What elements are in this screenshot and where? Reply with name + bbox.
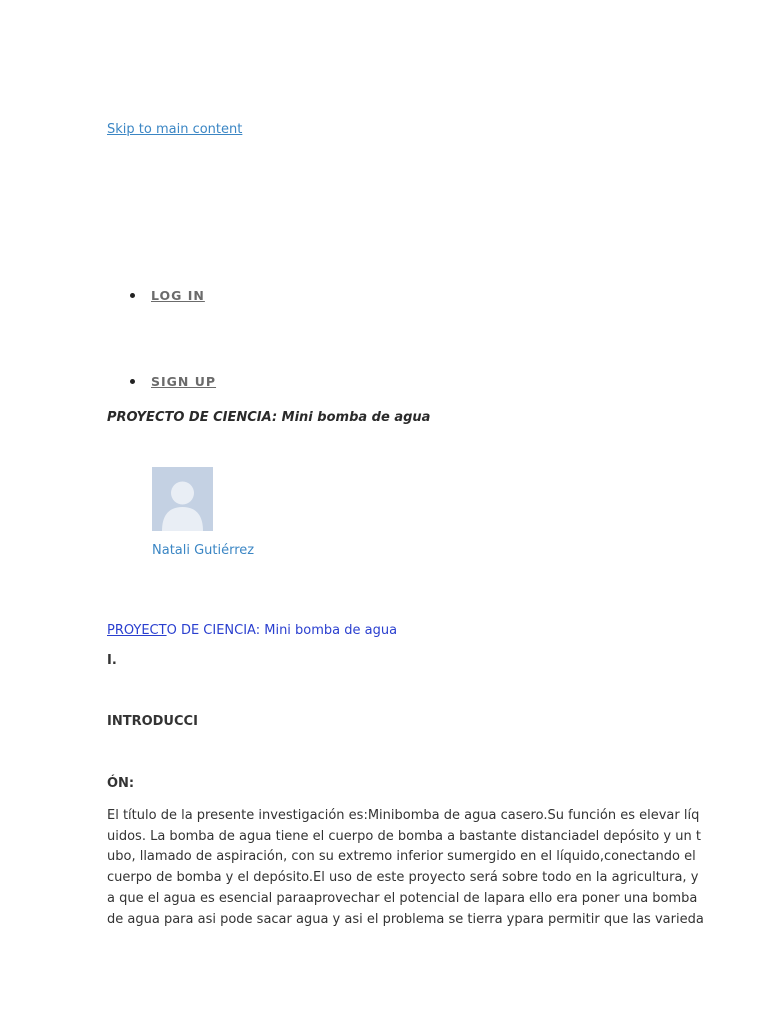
bullet	[130, 293, 135, 298]
body-line: a que el agua es esencial paraaprovechar el potencial de lapara ello era poner una bomba	[107, 890, 698, 906]
project-title-link-underlined[interactable]: PROYECT	[107, 623, 167, 638]
body-line: El título de la presente investigación es:Minibomba de agua casero.Su función es elevar líq	[107, 808, 700, 823]
section-numeral: I.	[107, 653, 117, 668]
nav-item-login[interactable]	[130, 288, 205, 303]
body-line: uidos. La bomba de agua tiene el cuerpo de bomba a bastante distanciadel depósito y un t	[107, 828, 701, 844]
section-heading-part1: INTRODUCCI	[107, 714, 198, 729]
user-silhouette-icon[interactable]	[152, 467, 213, 531]
login-link[interactable]: LOG IN	[151, 288, 205, 303]
body-line: de agua para asi pode sacar agua y asi el problema se tierra ypara permitir que las varieda	[107, 911, 704, 927]
body-paragraph	[107, 806, 704, 930]
nav-item-signup[interactable]	[130, 374, 216, 389]
signup-link[interactable]: SIGN UP	[151, 374, 217, 389]
body-line: ubo, llamado de aspiración, con su extremo inferior sumergido en el líquido,conectando el	[107, 849, 696, 865]
section-heading-part2: ÓN:	[107, 776, 135, 791]
bullet	[130, 379, 135, 384]
body-line: cuerpo de bomba y el depósito.El uso de este proyecto será sobre todo en la agricultura, y	[107, 870, 699, 886]
skip-to-main-content-link[interactable]: Skip to main content	[107, 122, 243, 137]
document-title: PROYECTO DE CIENCIA: Mini bomba de agua	[107, 410, 431, 425]
author-name-link[interactable]: Natali Gutiérrez	[152, 543, 255, 558]
project-title-link-rest[interactable]: O DE CIENCIA: Mini bomba de agua	[166, 623, 398, 638]
project-title-link[interactable]	[107, 623, 397, 638]
